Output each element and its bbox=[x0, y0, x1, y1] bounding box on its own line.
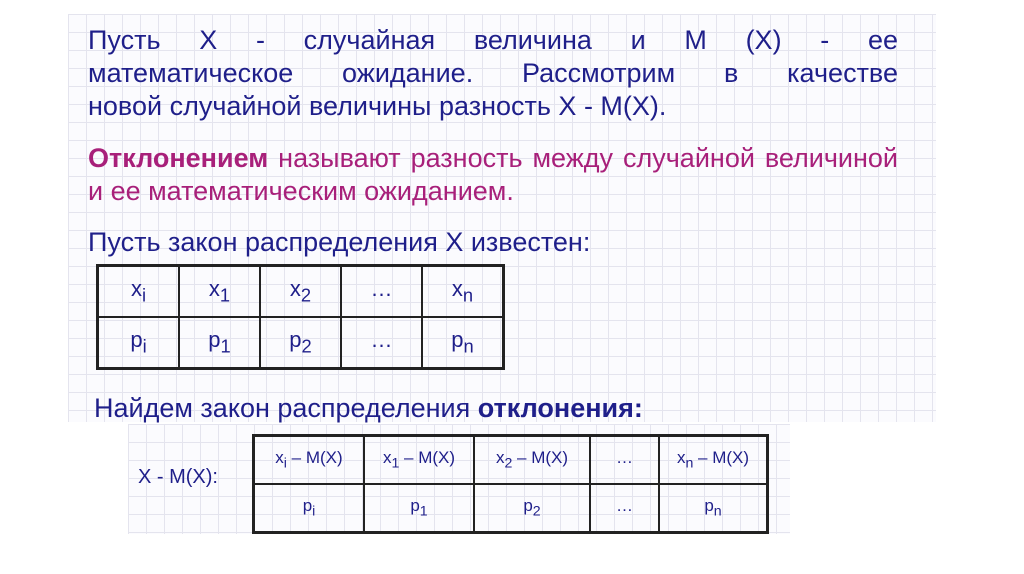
table-cell: … bbox=[590, 436, 659, 485]
table-cell: … bbox=[341, 266, 422, 318]
deviation-table bbox=[252, 434, 769, 534]
table-cell: $x_2 - M(X)$ bbox=[474, 436, 590, 485]
definition-paragraph bbox=[88, 142, 898, 208]
table-row bbox=[98, 266, 504, 318]
definition-text: называют разность между случайной величиной и ее математическим ожиданием. bbox=[88, 143, 898, 206]
table-cell: $p_i$ bbox=[254, 484, 365, 533]
deviation-heading: Найдем закон распределения отклонения: bbox=[94, 393, 643, 423]
table-row bbox=[254, 436, 768, 485]
table-cell: $p_1$ bbox=[364, 484, 474, 533]
table-cell: $p_1$ bbox=[179, 317, 260, 369]
table-cell: $p_i$ bbox=[98, 317, 180, 369]
distribution-intro: Пусть закон распределения X известен: bbox=[88, 227, 591, 257]
table-row bbox=[254, 484, 768, 533]
distribution-table bbox=[96, 264, 505, 370]
table-cell: $p_2$ bbox=[474, 484, 590, 533]
deviation-term: отклонения: bbox=[477, 393, 643, 423]
table-cell: $x_2$ bbox=[260, 266, 341, 318]
intro-line: Пусть X - случайная величина и M (X) - ее bbox=[88, 25, 898, 55]
table-cell: $x_i - M(X)$ bbox=[254, 436, 365, 485]
intro-line: новой случайной величины разность X - M(X). bbox=[88, 91, 667, 121]
table-cell: $x_i$ bbox=[98, 266, 180, 318]
table-cell: $x_n$ bbox=[422, 266, 504, 318]
table-cell: $p_n$ bbox=[659, 484, 768, 533]
table-cell: $p_n$ bbox=[422, 317, 504, 369]
deviation-label: X - M(X): bbox=[138, 466, 218, 488]
table-cell: $x_1 - M(X)$ bbox=[364, 436, 474, 485]
definition-term: Отклонением bbox=[88, 143, 269, 173]
table-cell: $x_1$ bbox=[179, 266, 260, 318]
table-cell: $p_2$ bbox=[260, 317, 341, 369]
intro-paragraph bbox=[88, 24, 898, 123]
intro-line: математическое ожидание. Рассмотрим в качестве bbox=[88, 58, 898, 88]
table-cell: … bbox=[590, 484, 659, 533]
table-cell: … bbox=[341, 317, 422, 369]
table-cell: $x_n - M(X)$ bbox=[659, 436, 768, 485]
table-row bbox=[98, 317, 504, 369]
